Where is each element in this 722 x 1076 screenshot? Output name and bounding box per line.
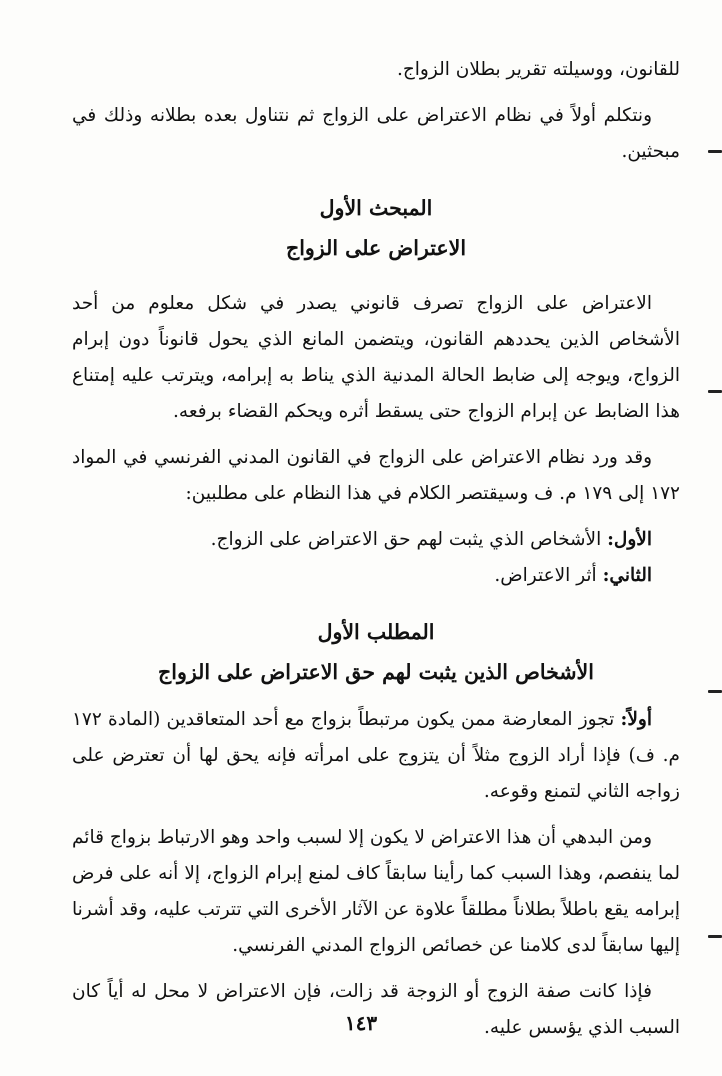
list-label-second: الثاني: — [602, 565, 652, 586]
margin-mark — [708, 150, 722, 153]
list-label-first: الأول: — [607, 529, 652, 550]
paragraph-first-point — [72, 702, 680, 810]
margin-mark — [708, 935, 722, 938]
paragraph-french-law: وقد ورد نظام الاعتراض على الزواج في القانون المدني الفرنسي في المواد ١٧٢ إلى ١٧٩ م. ف وسيقتصر الكلام في هذا النظام على مطلبين: — [72, 447, 680, 504]
paragraph-continuation: للقانون، ووسيلته تقرير بطلان الزواج. — [396, 59, 680, 80]
subsection-title: المطلب الأول — [317, 620, 435, 644]
section-subtitle: الاعتراض على الزواج — [285, 236, 467, 260]
subsection-subtitle: الأشخاص الذين يثبت لهم حق الاعتراض على الزواج — [158, 660, 594, 684]
paragraph-definition: الاعتراض على الزواج تصرف قانوني يصدر في شكل معلوم من أحد الأشخاص الذين يحددهم القانون، ويتضمن المانع الذي يحول قانوناً دون إبرام الزواج، ويوجه إلى ضابط الحالة المدنية الذي يناط به إبرامه، ويترتب عليه إمتناع هذا الضابط عن إبرام الزواج حتى يسقط أثره ويحكم القضاء برفعه. — [72, 293, 680, 422]
paragraph-intro: ونتكلم أولاً في نظام الاعتراض على الزواج ثم نتناول بعده بطلانه وذلك في مبحثين. — [72, 105, 680, 162]
paragraph-obvious: ومن البدهي أن هذا الاعتراض لا يكون إلا لسبب واحد وهو الارتباط بزواج قائم لما ينفصم، وهذا السبب كما رأينا سابقاً كاف لمنع إبرام الزواج، إلا أنه على فرض إبرامه يقع باطلاً بطلاناً مطلقاً علاوة عن الآثار الأخرى التي تترتب عليه، وقد أشرنا إليها سابقاً لدى كلامنا عن خصائص الزواج المدني الفرنسي. — [71, 827, 680, 956]
list-text-second: أثر الاعتراض. — [494, 565, 597, 586]
list-item-second — [72, 558, 680, 594]
margin-mark — [708, 690, 722, 693]
list-text-first: الأشخاص الذي يثبت لهم حق الاعتراض على الزواج. — [210, 529, 602, 550]
lead-word: أولاً: — [620, 709, 652, 730]
paragraph-status: فإذا كانت صفة الزوج أو الزوجة قد زالت، فإن الاعتراض لا محل له أياً كان السبب الذي يؤسس عليه. — [72, 981, 680, 1038]
page-number: ١٤٣ — [344, 1011, 378, 1035]
document-page — [72, 52, 680, 1046]
section-title: المبحث الأول — [319, 196, 433, 220]
list-item-first — [72, 522, 680, 558]
margin-mark — [708, 390, 722, 393]
paragraph-first-point-text: تجوز المعارضة ممن يكون مرتبطاً بزواج مع أحد المتعاقدين (المادة ١٧٢ م. ف) فإذا أراد الزوج مثلاً أن يتزوج على امرأته فإنه يحق لها أن تعترض على زواجه الثاني لتمنع وقوعه. — [72, 709, 680, 802]
